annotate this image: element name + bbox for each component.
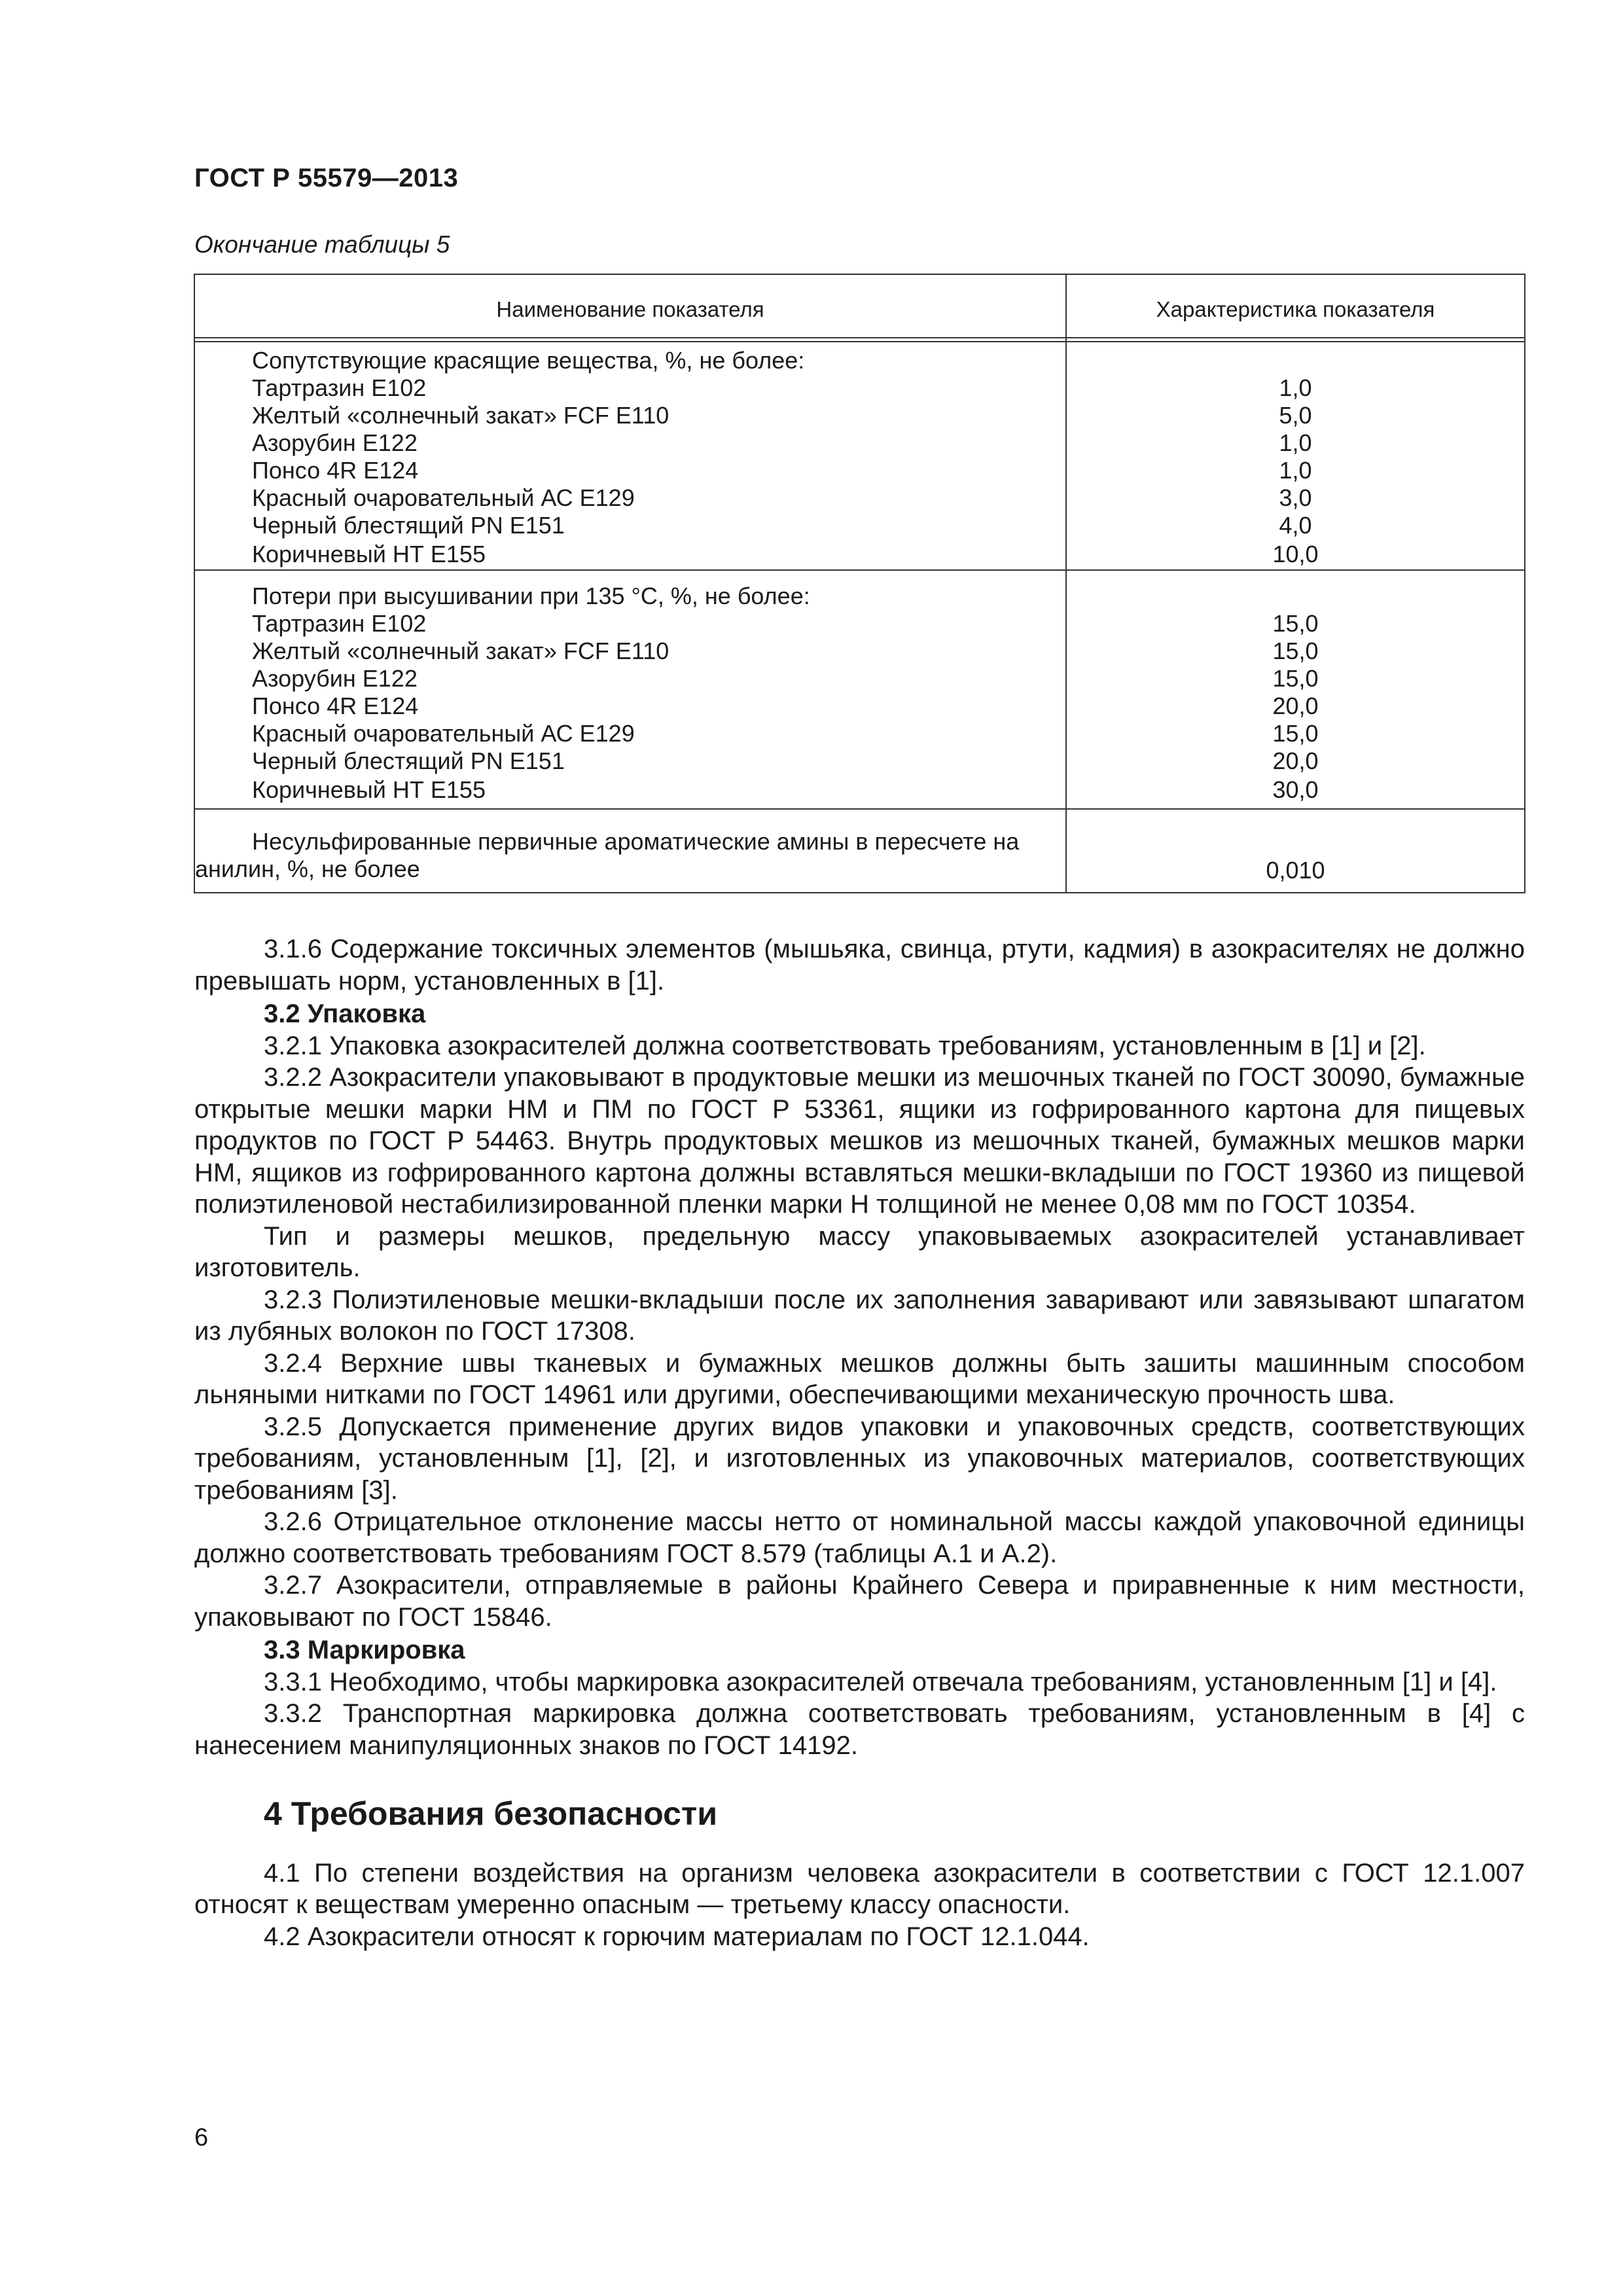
paragraph-3-3-1: 3.3.1 Необходимо, чтобы маркировка азокрасителей отвечала требованиям, установленным [1] и [4].: [264, 1667, 1497, 1696]
row-value: 30,0: [1272, 776, 1319, 803]
row-value: 20,0: [1272, 747, 1319, 774]
row-value: 10,0: [1272, 541, 1319, 567]
paragraph-3-2-7: 3.2.7 Азокрасители, отправляемые в районы Крайнего Севера и приравненные к ним местности, упаковывают по ГОСТ 15846.: [194, 1571, 1525, 1632]
row-value: 15,0: [1272, 720, 1319, 747]
row-value: 20,0: [1272, 692, 1319, 719]
row-name: Черный блестящий PN Е151: [252, 512, 565, 539]
row-name: Черный блестящий PN Е151: [252, 747, 565, 774]
amines-value: 0,010: [1266, 857, 1325, 884]
group-title: Сопутствующие красящие вещества, %, не более:: [252, 347, 805, 374]
row-value: 1,0: [1279, 429, 1312, 456]
table-caption: Окончание таблицы 5: [194, 231, 450, 258]
row-name: Понсо 4R Е124: [252, 692, 419, 719]
paragraph-3-2-2-continued: Тип и размеры мешков, предельную массу упаковываемых азокрасителей устанавливает изготовитель.: [194, 1221, 1525, 1282]
row-name: Азорубин Е122: [252, 429, 418, 456]
table-row: [195, 692, 1524, 720]
table-row: [195, 541, 1524, 568]
row-value: 5,0: [1279, 402, 1312, 429]
indicator-table: [194, 274, 1525, 893]
table-row: [195, 776, 1524, 804]
paragraph-3-2-5: 3.2.5 Допускается применение других видов упаковки и упаковочных средств, соответствующих требованиям, установленным [1], [2], и изготовленных из упаковочных материалов, соответствующих требованиям [3].: [194, 1412, 1525, 1505]
group-divider: [195, 808, 1524, 810]
table-row: [195, 457, 1524, 484]
row-name: Тартразин Е102: [252, 610, 427, 637]
row-value: 1,0: [1279, 457, 1312, 484]
row-name: Азорубин Е122: [252, 665, 418, 692]
row-value: 15,0: [1272, 665, 1319, 692]
row-value: 4,0: [1279, 512, 1312, 539]
paragraph-3-2-6: 3.2.6 Отрицательное отклонение массы нетто от номинальной массы каждой упаковочной единицы должно соответствовать требованиям ГОСТ 8.579 (таблицы А.1 и А.2).: [194, 1507, 1525, 1568]
paragraph-3-2-2: 3.2.2 Азокрасители упаковывают в продуктовые мешки из мешочных тканей по ГОСТ 30090, бумажные открытые мешки марки НМ и ПМ по ГОСТ Р 53361, ящики из гофрированного картона для пищевых продуктов по ГОСТ Р 54463. Внутрь продуктовых мешков из мешочных тканей, бумажных мешков марки НМ, ящиков из гофрированного картона должны вставляться мешки-вкладыши по ГОСТ 19360 из пищевой полиэтиленовой нестабилизированной пленки марки Н толщиной не менее 0,08 мм по ГОСТ 10354.: [194, 1063, 1525, 1219]
page-number: 6: [194, 2124, 209, 2151]
table-row: [195, 347, 1524, 374]
header-divider-double: [195, 341, 1524, 342]
paragraph-3-2-4: 3.2.4 Верхние швы тканевых и бумажных мешков должны быть зашиты машинным способом льняными нитками по ГОСТ 14961 или другими, обеспечивающими механическую прочность шва.: [194, 1348, 1525, 1409]
group-divider: [195, 569, 1524, 571]
standard-code: ГОСТ Р 55579—2013: [194, 164, 459, 192]
row-name: Желтый «солнечный закат» FCF Е110: [252, 402, 669, 429]
row-name: Коричневый НТ Е155: [252, 776, 486, 803]
row-name: Желтый «солнечный закат» FCF Е110: [252, 637, 669, 664]
row-value: 15,0: [1272, 610, 1319, 637]
table-row: [195, 429, 1524, 457]
table-row: [195, 583, 1524, 610]
row-value: 15,0: [1272, 637, 1319, 664]
body-text: [194, 933, 1525, 1952]
row-name: Тартразин Е102: [252, 374, 427, 401]
paragraph-4-2: 4.2 Азокрасители относят к горючим материалам по ГОСТ 12.1.044.: [264, 1922, 1090, 1951]
row-name: Коричневый НТ Е155: [252, 541, 486, 567]
column-header: Характеристика показателя: [1156, 297, 1435, 321]
table-row: [195, 402, 1524, 429]
amines-label-line2: анилин, %, не более: [195, 855, 420, 882]
row-value: 3,0: [1279, 484, 1312, 511]
column-header: Наименование показателя: [496, 297, 764, 321]
paragraph-3-2-1: 3.2.1 Упаковка азокрасителей должна соответствовать требованиям, установленным в [1] и [2].: [264, 1031, 1426, 1060]
row-value: 1,0: [1279, 374, 1312, 401]
amines-label-line1: Несульфированные первичные ароматические амины в пересчете на: [252, 828, 1020, 855]
group-title: Потери при высушивании при 135 °С, %, не более:: [252, 583, 810, 609]
table-row: [195, 374, 1524, 402]
row-name: Понсо 4R Е124: [252, 457, 419, 484]
row-name: Красный очаровательный АС Е129: [252, 484, 635, 511]
header-divider: [195, 337, 1524, 338]
table-row: [195, 484, 1524, 512]
paragraph-4-1: 4.1 По степени воздействия на организм человека азокрасители в соответствии с ГОСТ 12.1.007 относят к веществам умеренно опасным — третьему классу опасности.: [194, 1858, 1525, 1919]
table-row: [195, 665, 1524, 692]
table-row: [195, 720, 1524, 747]
row-name: Красный очаровательный АС Е129: [252, 720, 635, 747]
section-heading-3-3: 3.3 Маркировка: [264, 1636, 465, 1664]
table-row: [195, 637, 1524, 665]
table-row: [195, 512, 1524, 539]
section-heading-3-2: 3.2 Упаковка: [264, 999, 426, 1028]
paragraph-3-1-6: 3.1.6 Содержание токсичных элементов (мышьяка, свинца, ртути, кадмия) в азокрасителях не должно превышать норм, установленных в [1].: [194, 935, 1525, 996]
paragraph-3-2-3: 3.2.3 Полиэтиленовые мешки-вкладыши после их заполнения заваривают или завязывают шпагатом из лубяных волокон по ГОСТ 17308.: [194, 1285, 1525, 1346]
table-row: [195, 610, 1524, 637]
section-heading-4: 4 Требования безопасности: [264, 1795, 718, 1832]
table-row: [195, 747, 1524, 775]
paragraph-3-3-2: 3.3.2 Транспортная маркировка должна соответствовать требованиям, установленным в [4] с нанесением манипуляционных знаков по ГОСТ 14192.: [194, 1699, 1525, 1760]
